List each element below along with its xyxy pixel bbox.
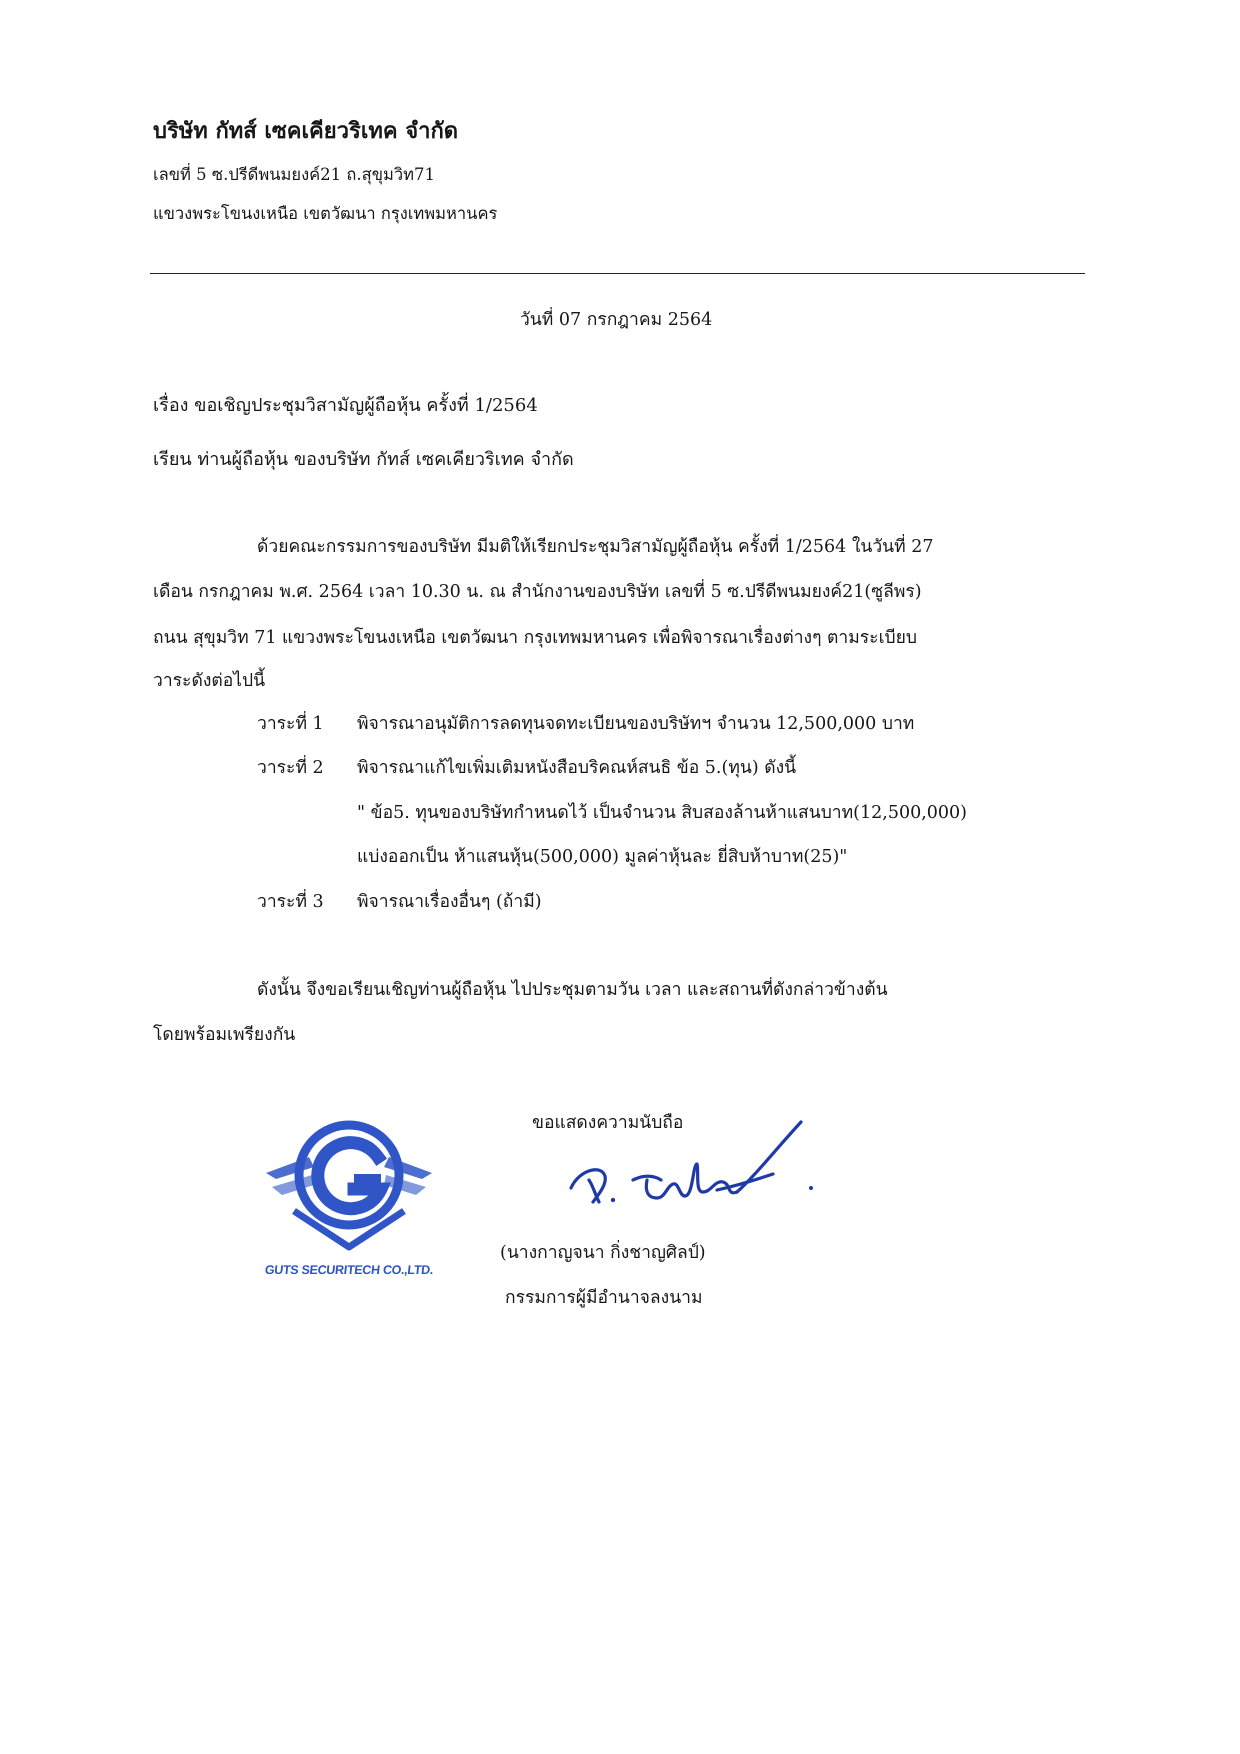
body-line-1: ด้วยคณะกรรมการของบริษัท มีมติให้เรียกประชุมวิสามัญผู้ถือหุ้น ครั้งที่ 1/2564 ในวันที่ 27	[257, 537, 934, 557]
agenda-label-3: วาระที่ 3	[257, 892, 324, 912]
company-name: บริษัท กัทส์ เซคเคียวริเทค จำกัด	[153, 118, 459, 144]
body-line-2: เดือน กรกฎาคม พ.ศ. 2564 เวลา 10.30 น. ณ สำนักงานของบริษัท เลขที่ 5 ซ.ปรีดีพนมยงค์21(ซูลีพร)	[153, 582, 922, 602]
address-line-1: เลขที่ 5 ซ.ปรีดีพนมยงค์21 ถ.สุขุมวิท71	[153, 165, 436, 184]
agenda-item-2: พิจารณาแก้ไขเพิ่มเติมหนังสือบริคณห์สนธิ ข้อ 5.(ทุน) ดังนี้	[357, 758, 797, 778]
agenda-item-1: พิจารณาอนุมัติการลดทุนจดทะเบียนของบริษัทฯ จำนวน 12,500,000 บาท	[357, 714, 915, 734]
conclusion-line-1: ดังนั้น จึงขอเรียนเชิญท่านผู้ถือหุ้น ไปประชุมตามวัน เวลา และสถานที่ดังกล่าวข้างต้น	[257, 980, 888, 1000]
header-divider	[150, 273, 1085, 274]
body-line-3: ถนน สุขุมวิท 71 แขวงพระโขนงเหนือ เขตวัฒนา กรุงเทพมหานคร เพื่อพิจารณาเรื่องต่างๆ ตามระเบียบ	[153, 628, 918, 648]
company-seal	[254, 1115, 444, 1285]
address-line-2: แขวงพระโขนงเหนือ เขตวัฒนา กรุงเทพมหานคร	[153, 204, 498, 223]
agenda-label-2: วาระที่ 2	[257, 758, 324, 778]
handwritten-signature	[565, 1118, 825, 1228]
agenda-label-1: วาระที่ 1	[257, 714, 324, 734]
conclusion-line-2: โดยพร้อมเพรียงกัน	[153, 1025, 296, 1045]
agenda-item-2-quote-line-2: แบ่งออกเป็น ห้าแสนหุ้น(500,000) มูลค่าหุ้นละ ยี่สิบห้าบาท(25)"	[357, 847, 848, 867]
agenda-item-3: พิจารณาเรื่องอื่นๆ (ถ้ามี)	[357, 892, 542, 912]
agenda-item-2-quote-line-1: " ข้อ5. ทุนของบริษัทกำหนดไว้ เป็นจำนวน สิบสองล้านห้าแสนบาท(12,500,000)	[357, 803, 968, 823]
seal-logo-icon	[254, 1115, 444, 1265]
closing-phrase: ขอแสดงความนับถือ	[532, 1113, 684, 1133]
seal-text: GUTS SECURITECH CO.,LTD.	[264, 1263, 434, 1277]
subject-line: เรื่อง ขอเชิญประชุมวิสามัญผู้ถือหุ้น ครั้งที่ 1/2564	[153, 395, 538, 416]
recipient-line: เรียน ท่านผู้ถือหุ้น ของบริษัท กัทส์ เซคเคียวริเทค จำกัด	[153, 449, 574, 470]
signatory-name: (นางกาญจนา กิ่งชาญศิลป์)	[500, 1243, 706, 1263]
signatory-title: กรรมการผู้มีอำนาจลงนาม	[505, 1288, 703, 1308]
letter-date: วันที่ 07 กรกฎาคม 2564	[520, 310, 713, 330]
body-line-4: วาระดังต่อไปนี้	[153, 671, 266, 691]
